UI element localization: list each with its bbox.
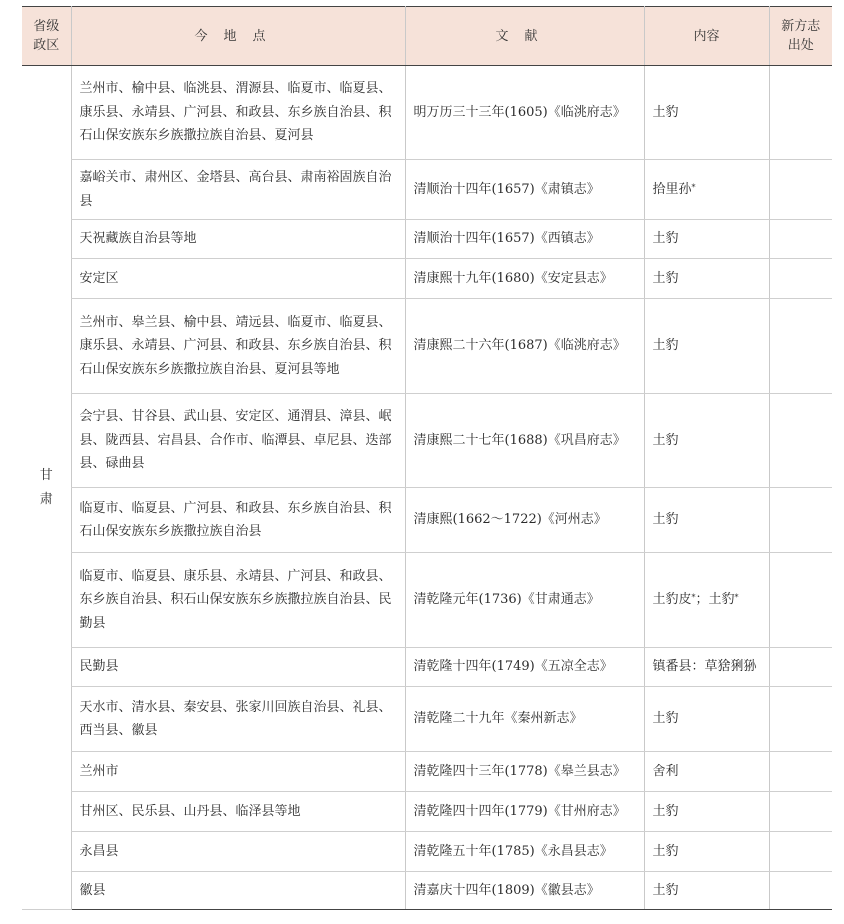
content-cell: 土豹 [644, 259, 769, 299]
table-row [22, 687, 832, 752]
header-content [644, 7, 769, 66]
document-cell: 清康熙(1662～1722)《河州志》 [405, 488, 644, 553]
content-cell: 镇番县：草猞猁狲 [644, 648, 769, 687]
source-cell [769, 872, 832, 910]
header-province-label: 省级 政区 [33, 19, 60, 53]
content-cell: 土豹 [644, 394, 769, 488]
document-cell: 清康熙二十七年(1688)《巩昌府志》 [405, 394, 644, 488]
table-row [22, 792, 832, 832]
place-cell: 嘉峪关市、肃州区、金塔县、高台县、肃南裕固族自治县 [71, 160, 405, 220]
content-cell: 土豹 [644, 299, 769, 394]
content-cell [644, 553, 769, 648]
source-cell [769, 832, 832, 872]
document-cell: 清顺治十四年(1657)《西镇志》 [405, 220, 644, 259]
document-cell: 明万历三十三年(1605)《临洮府志》 [405, 66, 644, 160]
place-cell: 天祝藏族自治县等地 [71, 220, 405, 259]
header-source-label: 新方志 出处 [781, 19, 821, 53]
place-cell: 永昌县 [71, 832, 405, 872]
document-cell: 清顺治十四年(1657)《肃镇志》 [405, 160, 644, 220]
document-cell: 清乾隆五十年(1785)《永昌县志》 [405, 832, 644, 872]
source-cell [769, 259, 832, 299]
header-source [769, 7, 832, 66]
place-cell: 兰州市、皋兰县、榆中县、靖远县、临夏市、临夏县、康乐县、永靖县、广河县、和政县、东乡族自治县、积石山保安族东乡族撒拉族自治县、夏河县等地 [71, 299, 405, 394]
content-text: 土豹皮 [652, 592, 692, 608]
province-cell [22, 66, 71, 910]
source-cell [769, 687, 832, 752]
header-place-label: 今地点 [194, 28, 282, 44]
document-cell: 清乾隆四十四年(1779)《甘州府志》 [405, 792, 644, 832]
header-content-label: 内容 [693, 28, 720, 44]
source-cell [769, 648, 832, 687]
source-cell [769, 220, 832, 259]
source-cell [769, 553, 832, 648]
header-place [71, 7, 405, 66]
source-cell [769, 394, 832, 488]
table-container [22, 6, 832, 910]
place-cell: 民勤县 [71, 648, 405, 687]
document-cell: 清乾隆十四年(1749)《五凉全志》 [405, 648, 644, 687]
table-row [22, 259, 832, 299]
header-row [22, 7, 832, 66]
document-cell: 清乾隆二十九年《秦州新志》 [405, 687, 644, 752]
place-cell: 临夏市、临夏县、广河县、和政县、东乡族自治县、积石山保安族东乡族撒拉族自治县 [71, 488, 405, 553]
footnote-mark-2: * [734, 593, 739, 603]
table-row [22, 553, 832, 648]
document-cell: 清嘉庆十四年(1809)《徽县志》 [405, 872, 644, 910]
content-cell: 土豹 [644, 872, 769, 910]
document-cell: 清康熙二十六年(1687)《临洮府志》 [405, 299, 644, 394]
content-cell: 土豹 [644, 792, 769, 832]
header-document [405, 7, 644, 66]
footnote-mark: * [691, 593, 696, 603]
place-cell: 甘州区、民乐县、山丹县、临泽县等地 [71, 792, 405, 832]
table-row [22, 160, 832, 220]
document-cell: 清乾隆元年(1736)《甘肃通志》 [405, 553, 644, 648]
table-row [22, 394, 832, 488]
table-row [22, 220, 832, 259]
content-cell: 土豹 [644, 488, 769, 553]
footnote-mark: * [691, 182, 696, 192]
source-cell [769, 160, 832, 220]
header-document-label: 文献 [495, 28, 554, 44]
table-row [22, 488, 832, 553]
place-cell: 临夏市、临夏县、康乐县、永靖县、广河县、和政县、东乡族自治县、积石山保安族东乡族撒拉族自治县、民勤县 [71, 553, 405, 648]
place-cell: 安定区 [71, 259, 405, 299]
province-label: 甘 肃 [39, 468, 53, 507]
source-cell [769, 752, 832, 792]
table-row [22, 872, 832, 910]
place-cell: 兰州市 [71, 752, 405, 792]
table-row [22, 299, 832, 394]
source-cell [769, 488, 832, 553]
content-cell: 舍利 [644, 752, 769, 792]
place-cell: 天水市、清水县、秦安县、张家川回族自治县、礼县、西当县、徽县 [71, 687, 405, 752]
table-row [22, 66, 832, 160]
source-cell [769, 792, 832, 832]
content-text-2: ；土豹 [695, 592, 735, 608]
place-cell: 会宁县、甘谷县、武山县、安定区、通渭县、漳县、岷县、陇西县、宕昌县、合作市、临潭县、卓尼县、迭部县、碌曲县 [71, 394, 405, 488]
content-text: 拾里孙 [652, 181, 692, 197]
content-cell: 土豹 [644, 220, 769, 259]
source-cell [769, 299, 832, 394]
table-row [22, 832, 832, 872]
place-cell: 徽县 [71, 872, 405, 910]
table-row [22, 752, 832, 792]
content-cell: 土豹 [644, 832, 769, 872]
table-header [22, 7, 832, 66]
source-cell [769, 66, 832, 160]
content-cell: 土豹 [644, 687, 769, 752]
header-province [22, 7, 71, 66]
document-cell: 清康熙十九年(1680)《安定县志》 [405, 259, 644, 299]
table-row [22, 648, 832, 687]
document-cell: 清乾隆四十三年(1778)《皋兰县志》 [405, 752, 644, 792]
place-cell: 兰州市、榆中县、临洮县、渭源县、临夏市、临夏县、康乐县、永靖县、广河县、和政县、东乡族自治县、积石山保安族东乡族撒拉族自治县、夏河县 [71, 66, 405, 160]
content-cell: 土豹 [644, 66, 769, 160]
records-table [22, 6, 832, 910]
content-cell [644, 160, 769, 220]
